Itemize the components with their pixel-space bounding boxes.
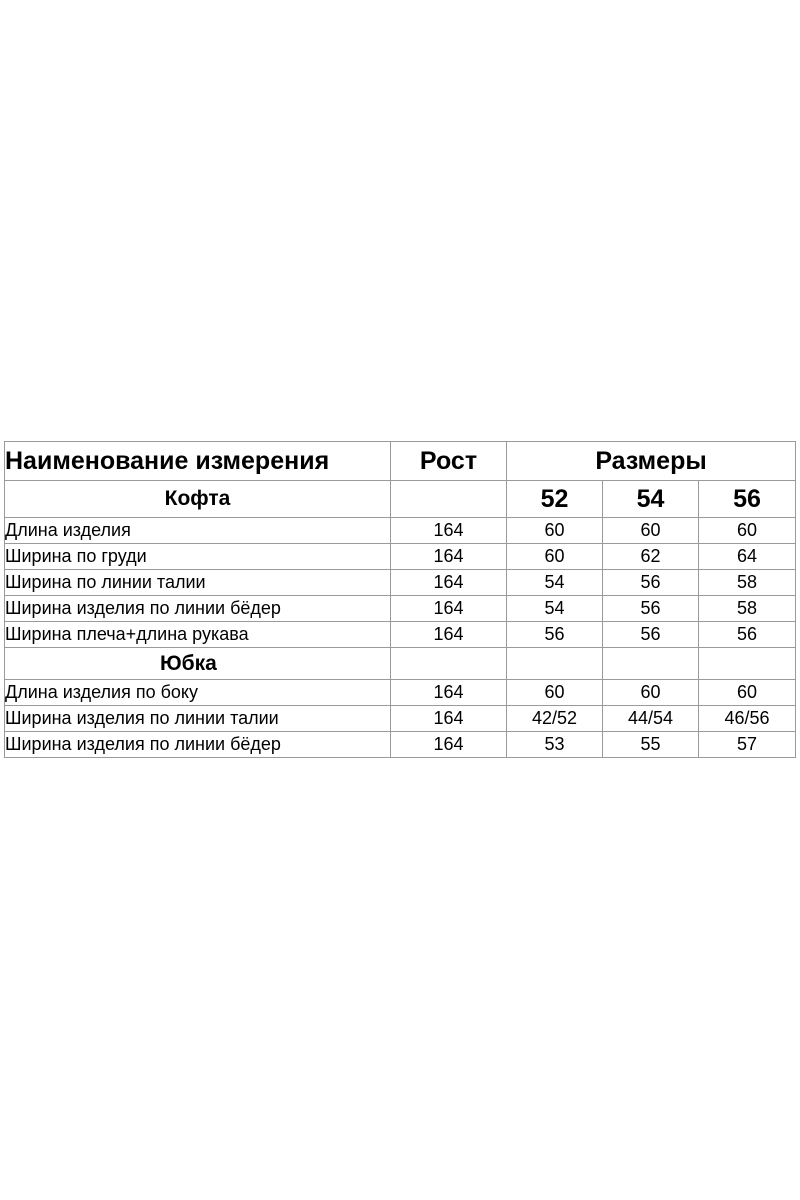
- section-title-jacket: Кофта: [5, 481, 391, 518]
- height-value: 164: [391, 570, 507, 596]
- header-row: [5, 442, 796, 481]
- size-value: 57: [699, 732, 796, 758]
- size-value: 58: [699, 596, 796, 622]
- size-value: 56: [699, 622, 796, 648]
- empty-cell: [699, 648, 796, 680]
- measurement-name: Длина изделия: [5, 518, 391, 544]
- measurement-name-header: Наименование измерения: [5, 442, 391, 481]
- size-value: 64: [699, 544, 796, 570]
- measurement-name: Длина изделия по боку: [5, 680, 391, 706]
- table-row: [5, 544, 796, 570]
- height-value: 164: [391, 706, 507, 732]
- size-value: 54: [507, 596, 603, 622]
- height-header: Рост: [391, 442, 507, 481]
- size-value: 54: [507, 570, 603, 596]
- measurement-name: Ширина изделия по линии талии: [5, 706, 391, 732]
- size-value: 56: [603, 570, 699, 596]
- table-row: [5, 622, 796, 648]
- size-value: 56: [603, 622, 699, 648]
- size-value: 60: [507, 518, 603, 544]
- size-value: 56: [603, 596, 699, 622]
- size-header: 54: [603, 481, 699, 518]
- section-title-skirt: Юбка: [5, 648, 391, 680]
- empty-cell: [603, 648, 699, 680]
- size-value: 58: [699, 570, 796, 596]
- table-row: [5, 596, 796, 622]
- size-header: 56: [699, 481, 796, 518]
- section-row-skirt: [5, 648, 796, 680]
- table-row: [5, 706, 796, 732]
- size-value: 55: [603, 732, 699, 758]
- measurement-name: Ширина по линии талии: [5, 570, 391, 596]
- section-row-jacket: [5, 481, 796, 518]
- size-chart-table: [4, 441, 796, 758]
- size-value: 60: [603, 680, 699, 706]
- measurement-name: Ширина изделия по линии бёдер: [5, 732, 391, 758]
- table-row: [5, 680, 796, 706]
- measurement-name: Ширина изделия по линии бёдер: [5, 596, 391, 622]
- size-value: 62: [603, 544, 699, 570]
- height-value: 164: [391, 732, 507, 758]
- table-row: [5, 570, 796, 596]
- empty-cell: [391, 481, 507, 518]
- sizes-header: Размеры: [507, 442, 796, 481]
- size-value: 60: [699, 518, 796, 544]
- size-header: 52: [507, 481, 603, 518]
- measurement-name: Ширина плеча+длина рукава: [5, 622, 391, 648]
- size-value: 60: [699, 680, 796, 706]
- size-value: 60: [603, 518, 699, 544]
- size-value: 60: [507, 544, 603, 570]
- empty-cell: [391, 648, 507, 680]
- size-value: 42/52: [507, 706, 603, 732]
- size-value: 53: [507, 732, 603, 758]
- table-row: [5, 732, 796, 758]
- size-value: 44/54: [603, 706, 699, 732]
- size-value: 56: [507, 622, 603, 648]
- height-value: 164: [391, 544, 507, 570]
- height-value: 164: [391, 680, 507, 706]
- size-value: 46/56: [699, 706, 796, 732]
- size-value: 60: [507, 680, 603, 706]
- height-value: 164: [391, 596, 507, 622]
- table-row: [5, 518, 796, 544]
- empty-cell: [507, 648, 603, 680]
- height-value: 164: [391, 622, 507, 648]
- measurement-name: Ширина по груди: [5, 544, 391, 570]
- height-value: 164: [391, 518, 507, 544]
